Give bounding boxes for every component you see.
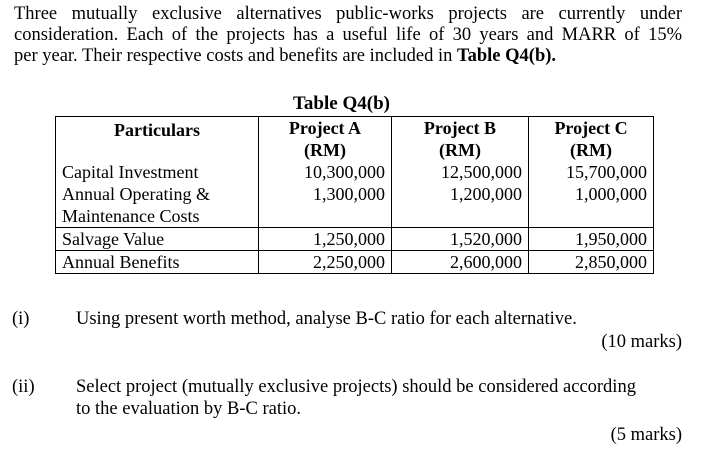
- marks-ii: (5 marks): [610, 425, 682, 445]
- table-header-row: [56, 117, 654, 140]
- header-project-b: Project B: [392, 117, 529, 140]
- cost-benefit-table: [55, 116, 654, 274]
- intro-paragraph: [14, 4, 682, 67]
- table-caption: Table Q4(b): [293, 93, 390, 114]
- row-label-salvage: Salvage Value: [56, 228, 259, 251]
- question-text-i: Using present worth method, analyse B-C ratio for each alternative.: [76, 309, 577, 329]
- cell-benefits-b: 2,600,000: [392, 251, 529, 274]
- question-text-ii-line1: Select project (mutually exclusive projects) should be considered according: [76, 377, 636, 397]
- table-row: [56, 183, 654, 228]
- row-label-om-line1: Annual Operating &: [62, 184, 210, 204]
- header-project-a: Project A: [259, 117, 392, 140]
- question-number-ii: (ii): [12, 377, 35, 397]
- unit-project-a: (RM): [259, 139, 392, 161]
- row-label-benefits: Annual Benefits: [56, 251, 259, 274]
- cell-benefits-c: 2,850,000: [529, 251, 654, 274]
- unit-project-c: (RM): [529, 139, 654, 161]
- header-project-c: Project C: [529, 117, 654, 140]
- cell-om-a: 1,300,000: [259, 183, 392, 228]
- cell-salvage-b: 1,520,000: [392, 228, 529, 251]
- intro-line-3: [14, 46, 682, 67]
- header-particulars: Particulars: [56, 117, 259, 162]
- table-reference: Table Q4(b).: [456, 46, 557, 66]
- cell-capital-c: 15,700,000: [529, 161, 654, 183]
- row-label-capital: Capital Investment: [56, 161, 259, 183]
- table-row: [56, 161, 654, 183]
- marks-i: (10 marks): [601, 332, 682, 352]
- cell-salvage-a: 1,250,000: [259, 228, 392, 251]
- intro-line-3-text: per year. Their respective costs and benefits are included in: [14, 46, 457, 66]
- question-text-ii-line2: to the evaluation by B-C ratio.: [76, 399, 302, 419]
- cell-om-c: 1,000,000: [529, 183, 654, 228]
- cell-om-b: 1,200,000: [392, 183, 529, 228]
- cell-benefits-a: 2,250,000: [259, 251, 392, 274]
- cell-capital-b: 12,500,000: [392, 161, 529, 183]
- row-label-om-line2: Maintenance Costs: [62, 206, 200, 226]
- intro-line-1: Three mutually exclusive alternatives public-works projects are currently under: [14, 4, 682, 24]
- table-row: [56, 251, 654, 274]
- row-label-om: [56, 183, 259, 228]
- question-number-i: (i): [12, 309, 30, 329]
- intro-line-2: consideration. Each of the projects has a useful life of 30 years and MARR of 15%: [14, 25, 682, 45]
- table-row: [56, 228, 654, 251]
- cell-capital-a: 10,300,000: [259, 161, 392, 183]
- unit-project-b: (RM): [392, 139, 529, 161]
- cell-salvage-c: 1,950,000: [529, 228, 654, 251]
